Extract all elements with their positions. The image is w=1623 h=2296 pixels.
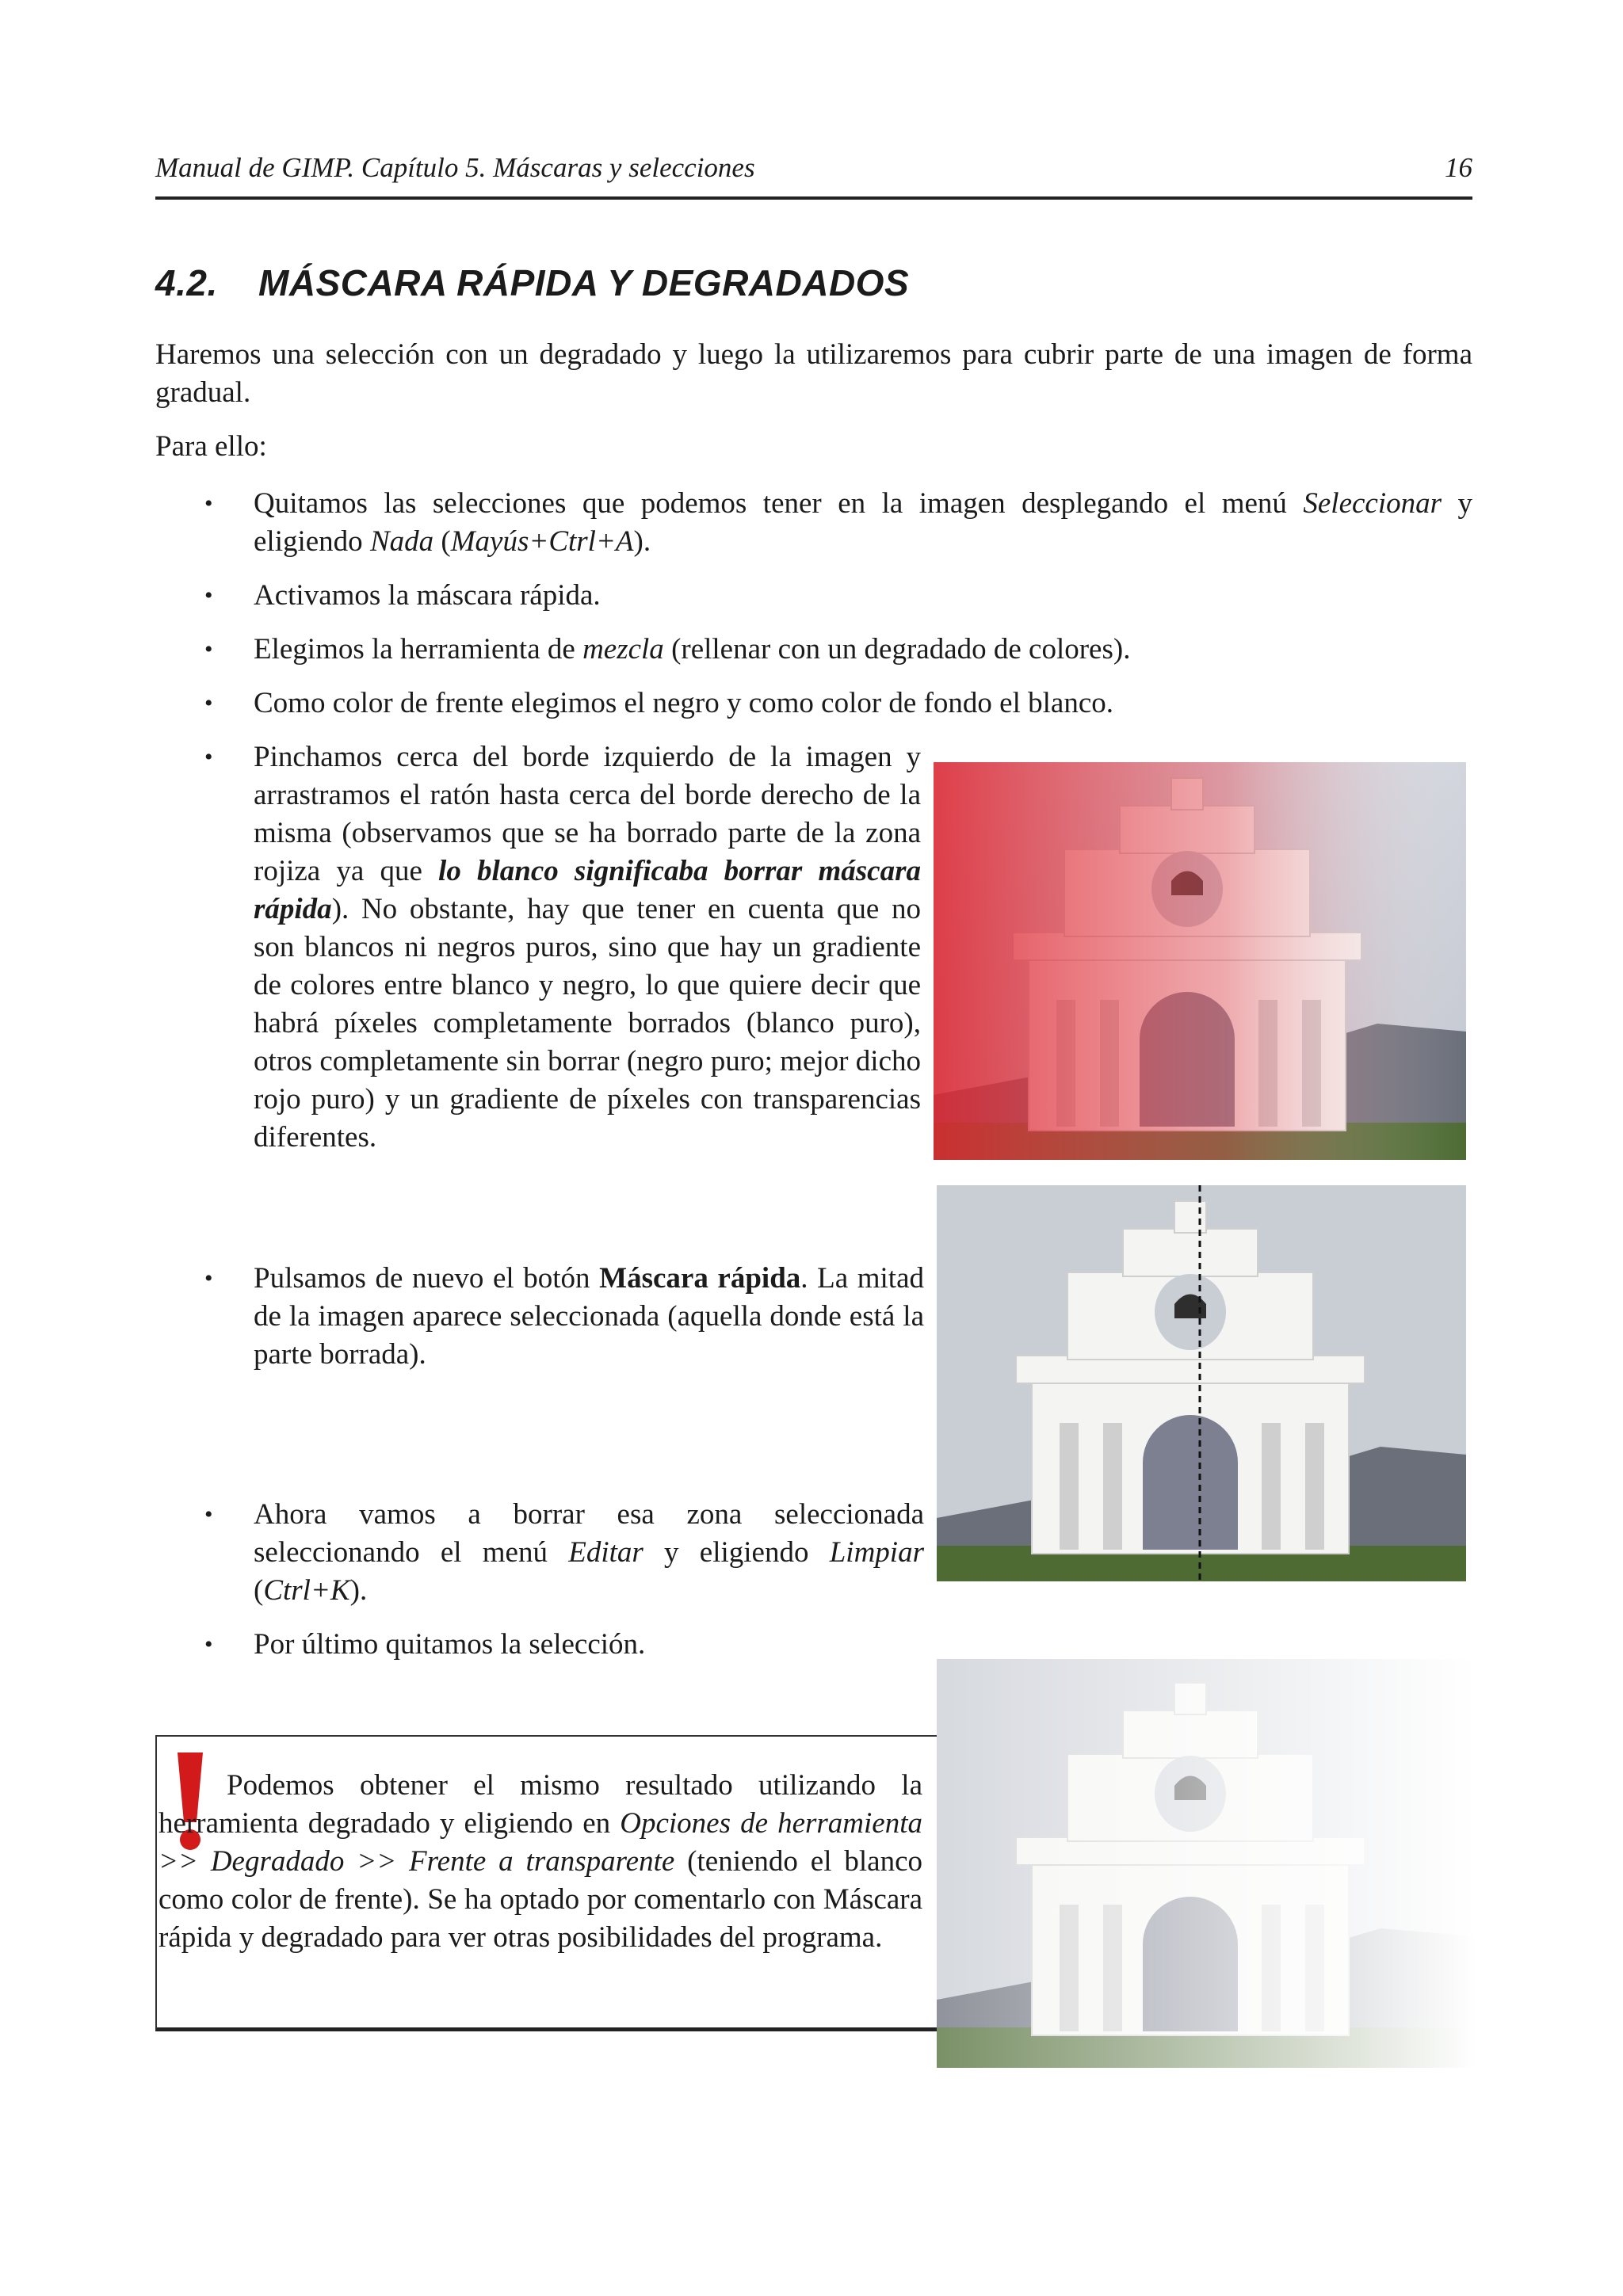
photo-faded-result bbox=[937, 1659, 1476, 2068]
bullet-marker: • bbox=[204, 690, 213, 716]
photo-quick-mask-gradient bbox=[934, 762, 1466, 1160]
list-item-3: Elegimos la herramienta de mezcla (rellenar con un degradado de colores). bbox=[254, 633, 1131, 666]
running-header bbox=[155, 152, 1472, 193]
page-number: 16 bbox=[1445, 152, 1472, 183]
para-ello-label: Para ello: bbox=[155, 430, 267, 463]
note-text: Podemos obtener el mismo resultado utilizando la herramienta degradado y eligiendo en Opciones de herramienta >> Degradado >> Frente a transparente (teniendo el blanco como color de frente). Se ha optado por comentarlo con Máscara rápida y degradado para ver otras posibilidades del programa. bbox=[158, 1769, 922, 1954]
section-heading bbox=[155, 261, 909, 304]
list-item-1: Quitamos las selecciones que podemos tener en la imagen desplegando el menú Seleccionar y eligiendo Nada (Mayús+Ctrl+A). bbox=[254, 487, 1472, 558]
list-item-7: Ahora vamos a borrar esa zona seleccionada seleccionando el menú Editar y eligiendo Limpiar (Ctrl+K). bbox=[254, 1498, 924, 1607]
list-item-5: Pinchamos cerca del borde izquierdo de la imagen y arrastramos el ratón hasta cerca del borde derecho de la misma (observamos que se ha borrado parte de la zona rojiza ya que lo blanco significaba borrar máscara rápida). No obstante, hay que tener en cuenta que no son blancos ni negros puros, sino que hay un gradiente de colores entre blanco y negro, lo que quiere decir que habrá píxeles completamente borrados (blanco puro), otros completamente sin borrar (negro puro; mejor dicho rojo puro) y un gradiente de píxeles con transparencias diferentes. bbox=[254, 741, 921, 1154]
bullet-marker: • bbox=[204, 636, 213, 662]
running-title: Manual de GIMP. Capítulo 5. Máscaras y selecciones bbox=[155, 152, 755, 183]
list-item-8: Por último quitamos la selección. bbox=[254, 1628, 646, 1661]
list-item-2: Activamos la máscara rápida. bbox=[254, 579, 601, 612]
intro-paragraph: Haremos una selección con un degradado y luego la utilizaremos para cubrir parte de una imagen de forma gradual. bbox=[155, 338, 1472, 409]
list-item-6: Pulsamos de nuevo el botón Máscara rápida. La mitad de la imagen aparece seleccionada (aquella donde está la parte borrada). bbox=[254, 1262, 924, 1371]
bullet-marker: • bbox=[204, 1501, 213, 1527]
bullet-marker: • bbox=[204, 582, 213, 608]
photo-selection-active bbox=[937, 1185, 1466, 1581]
list-item-4: Como color de frente elegimos el negro y como color de fondo el blanco. bbox=[254, 687, 1113, 719]
bullet-marker: • bbox=[204, 1631, 213, 1657]
section-number: 4.2. bbox=[155, 262, 218, 303]
section-title: MÁSCARA RÁPIDA Y DEGRADADOS bbox=[258, 262, 910, 303]
bullet-marker: • bbox=[204, 490, 213, 517]
bullet-marker: • bbox=[204, 1265, 213, 1291]
bullet-marker: • bbox=[204, 744, 213, 770]
header-rule bbox=[155, 196, 1472, 200]
